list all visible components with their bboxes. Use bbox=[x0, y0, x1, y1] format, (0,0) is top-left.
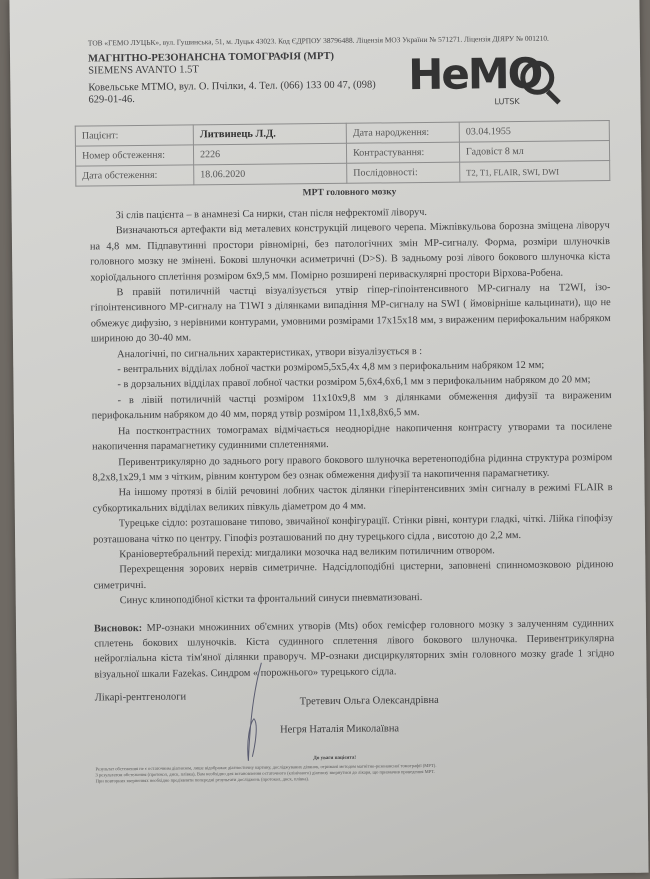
report-body bbox=[90, 203, 615, 683]
paragraph: - в дорзальних відділах правої лобної частки розміром 5,6х4,6х6,1 мм з перифокальним набряком до 20 мм; bbox=[117, 374, 591, 391]
doctor-name: Третевич Ольга Олександрівна bbox=[299, 695, 439, 708]
paragraph: Синус клиноподібної кістки та фронтальний синуси пневматизовані. bbox=[119, 592, 423, 607]
contrast-agent: Гадовіст 8 мл bbox=[459, 141, 609, 163]
report-content bbox=[81, 33, 616, 785]
exam-date: 18.06.2020 bbox=[194, 163, 347, 185]
paragraph: - в лівій потиличній частці розміром 11х10х9,8 мм з ділянками обмеження дифузії та вираженим перифокальним набряком до 40 мм, поряд утвір розміром 11,1х8,8х6,5 мм. bbox=[91, 389, 612, 422]
paragraph: Турецьке сідло: розташоване типово, звичайної конфігурації. Стінки рівні, контури гладкі, чіткі. Лійка гіпофізу розташована чітко по центру. Гіпофіз розташований по дну турецького сідла , висотою до 2,2 мм. bbox=[93, 513, 613, 546]
label-cell: Номер обстеження: bbox=[75, 145, 193, 166]
sequences: T2, T1, FLAIR, SWI, DWI bbox=[460, 161, 610, 183]
doctor-name: Негря Наталія Миколаївна bbox=[280, 723, 400, 736]
footer-line: З результатом обстеження (протокол, диск, плівка), Вам необхідно для встановлення остаточного (клінічного) діагнозу звернутися до лікаря, що призначив проведення МРТ. bbox=[95, 769, 435, 778]
header-left bbox=[88, 50, 389, 115]
paragraph: Зі слів пацієнта – в анамнезі Са нирки, стан після нефректомії ліворуч. bbox=[115, 206, 428, 222]
report-title: МРТ головного мозку bbox=[302, 187, 397, 199]
paragraph: - вентральних відділах лобної частки розміром5,5х5,4х 4,8 мм з перифокальним набряком 12 мм; bbox=[117, 359, 545, 376]
conclusion bbox=[94, 616, 615, 683]
radiologists-label: Лікарі-рентгенологи bbox=[94, 691, 187, 704]
label-cell: Дата народження: bbox=[346, 122, 459, 143]
label-cell: Дата обстеження: bbox=[76, 165, 194, 186]
birth-date: 03.04.1955 bbox=[459, 121, 609, 143]
magnifier-icon bbox=[520, 61, 554, 95]
organization-line: ТОВ «ГЕМО ЛУЦЬК», вул. Гушинська, 51, м. Луцьк 43023. Код ЄДРПОУ 38796488. Ліцензія МОЗ України № 571271. Ліцензія ДІЯРУ № 001210. bbox=[87, 33, 549, 48]
table-row bbox=[76, 161, 610, 187]
label-cell: Послідовності: bbox=[347, 162, 460, 183]
paragraph: Визначаються артефакти від металевих конструкцій лицевого черепа. Міжпівкульова борозна зміщена ліворуч на 4,8 мм. Підпавутинні простори рівномірні, без патологічних змін МР-сигналу. Форма, розміри шлуночків головного мозку не змінені. Бокові шлуночки асиметричні (D>S). В задньому розі лівого бокового шлуночка кіста хоріоїдального сплетіння розміром 6х9,5 мм. Помірно розширені периваскулярні простори Вірхова-Робена. bbox=[89, 220, 611, 284]
patient-info-table bbox=[75, 120, 611, 187]
paragraph: Перивентрикулярно до заднього рогу правого бокового шлуночка веретеноподібна рідинна структура розміром 8,2х8,1х29,1 мм з чітким, рівним контуром без ознак обмеження дифузії та накопичення парамагнетику. bbox=[92, 451, 613, 484]
footer-line: Результат обстеження не є остаточним діагнозом, лише відображає діагностичну картину, досліджуваних ділянок, отримані методом магнітно-резонансної томографії (МРТ). bbox=[95, 763, 437, 772]
device-name: SIEMENS AVANTO 1.5T bbox=[88, 64, 199, 77]
exam-number: 2226 bbox=[193, 143, 346, 165]
report-header bbox=[88, 48, 609, 115]
logo-sub: LUTSK bbox=[494, 96, 520, 107]
paragraph: В правій потиличній частці візуалізується утвір гіпер-гіпоінтенсивного МР-сигналу на T2WI, ізо-гіпоінтенсивного МР-сигналу на T1WI з ділянками випадіння МР-сигналу на SWI ( ймовірніше кальцинати), що не обмежує дифузію, з нерівними контурами, умовними розмірами 17х15х18 мм, з вираженим перифокальним набряком шириною до 30-40 мм. bbox=[90, 282, 611, 345]
paragraph: Краніовертебральний перехід: мигдалики мозочка над великим потиличним отвором. bbox=[119, 545, 495, 561]
label-cell: Пацієнт: bbox=[75, 125, 193, 146]
label-cell: Контрастування: bbox=[346, 142, 459, 163]
hemo-logo bbox=[408, 49, 559, 113]
paragraph: Аналогічні, по сигнальних характеристиках, утвори візуалізується в : bbox=[117, 345, 423, 360]
conclusion-text: МР-ознаки множинних об'ємних утворів (Mts) обох гемісфер головного мозку з залученням судинних сплетень бокових шлуночків. Кіста судинного сплетення лівого бокового шлуночка. Перивентрикулярна нейрогліальна кіста тім'яної ділянки праворуч. МР-ознаки дисциркуляторних змін головного мозку grade 1 згідно візуальної шкали Fazekas. Синдром « порожнього» турецького сідла. bbox=[94, 617, 615, 681]
footer-heading: До уваги пацієнта! bbox=[313, 755, 357, 762]
logo-word: НеМО bbox=[407, 48, 542, 100]
signatures bbox=[95, 687, 616, 780]
footer-line: При повторних зверненнях необхідно пред'являти попередні результати досліджень (протокол, диск, плівка). bbox=[95, 776, 310, 784]
patient-name: Литвинець Л.Д. bbox=[193, 123, 346, 145]
conclusion-label: Висновок: bbox=[93, 622, 143, 635]
header-title: МАГНІТНО-РЕЗОНАНСНА ТОМОГРАФІЯ (МРТ) bbox=[87, 50, 335, 65]
paragraph: Перехрещення зорових нервів симетричне. Надсідлоподібні цистерни, заповнені спинномозковою рідиною симетричні. bbox=[93, 559, 614, 592]
paragraph: На постконтрастних томограмах відмічається неоднорідне накопичення контрасту утворами та посилене накопичення парамагнетику судинними сплетеннями. bbox=[92, 420, 612, 453]
handwritten-signature bbox=[239, 661, 270, 771]
clinic-address: Ковельське МТМО, вул. О. Пчілки, 4. Тел. (066) 133 00 47, (098) 629-01-46. bbox=[88, 79, 376, 106]
paragraph: На іншому протязі в білій речовині лобних часток ділянки гіперінтенсивних змін сигналу в режимі FLAIR в субкортикальних відділах великих півкуль діаметром до 4 мм. bbox=[92, 482, 613, 515]
document-paper bbox=[9, 0, 648, 879]
